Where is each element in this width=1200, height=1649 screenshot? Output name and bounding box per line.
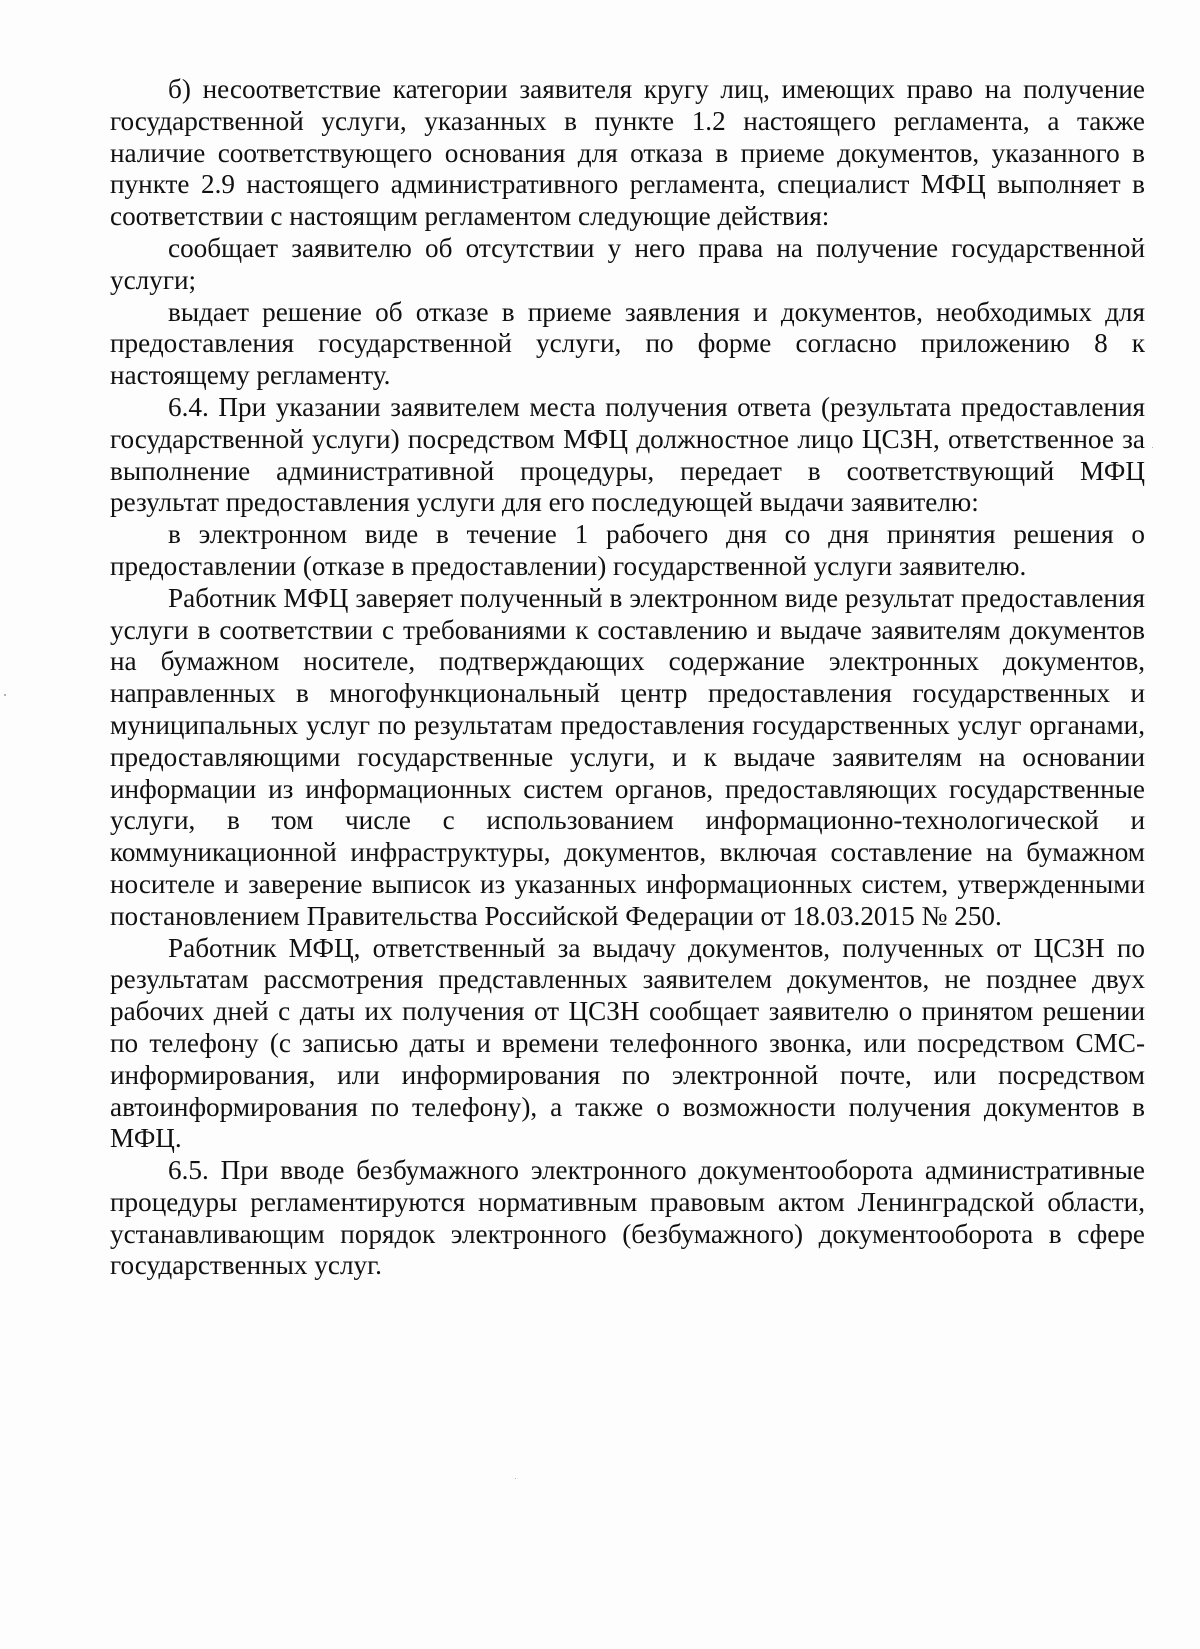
scan-speck — [515, 1478, 516, 1479]
paragraph-electronic-form: в электронном виде в течение 1 рабочего дня со дня принятия решения о предоставлении (отказе в предоставлении) государственной услуги заявителю. — [110, 519, 1145, 581]
paragraph-6-4: 6.4. При указании заявителем места получения ответа (результата предоставления государственной услуги) посредством МФЦ должностное лицо ЦСЗН, ответственное за выполнение административной процедуры, передает в соответствующий МФЦ результат предоставления услуги для его последующей выдачи заявителю: — [110, 391, 1145, 518]
paragraph-issue-refusal: выдает решение об отказе в приеме заявления и документов, необходимых для предоставления государственной услуги, по форме согласно приложению 8 к настоящему регламенту. — [110, 296, 1145, 391]
scan-speck — [4, 694, 6, 696]
paragraph-inform-applicant: сообщает заявителю об отсутствии у него права на получение государственной услуги; — [110, 232, 1145, 295]
paragraph-6-5: 6.5. При вводе безбумажного электронного документооборота административные процедуры регламентируются нормативным правовым актом Ленинградской области, устанавливающим порядок электронного (безбумажного) документооборота в сфере государственных услуг. — [110, 1155, 1145, 1281]
paragraph-b-nonconformity: б) несоответствие категории заявителя кругу лиц, имеющих право на получение государственной услуги, указанных в пункте 1.2 настоящего регламента, а также наличие соответствующего основания для отказа в приеме документов, указанного в пункте 2.9 настоящего административного регламента, специалист МФЦ выполняет в соответствии с настоящим регламентом следующие действия: — [110, 74, 1145, 232]
document-body — [110, 74, 1145, 1282]
scan-speck — [1152, 447, 1153, 448]
paragraph-mfc-certifies: Работник МФЦ заверяет полученный в электронном виде результат предоставления услуги в соответствии с требованиями к составлению и выдаче заявителям документов на бумажном носителе, подтверждающих содержание электронных документов, направленных в многофункциональный центр предоставления государственных и муниципальных услуг по результатам предоставления государственных услуг органами, предоставляющими государственные услуги, и к выдаче заявителям на основании информации из информационных систем органов, предоставляющих государственные услуги, в том числе с использованием информационно-технологической и коммуникационной инфраструктуры, документов, включая составление на бумажном носителе и заверение выписок из указанных информационных систем, утвержденными постановлением Правительства Российской Федерации от 18.03.2015 № 250. — [110, 582, 1145, 931]
paragraph-mfc-issuer: Работник МФЦ, ответственный за выдачу документов, полученных от ЦСЗН по результатам рассмотрения представленных заявителем документов, не позднее двух рабочих дней с даты их получения от ЦСЗН сообщает заявителю о принятом решении по телефону (с записью даты и времени телефонного звонка, или посредством СМС-информирования, или информирования по электронной почте, или посредством автоинформирования по телефону), а также о возможности получения документов в МФЦ. — [110, 932, 1145, 1154]
